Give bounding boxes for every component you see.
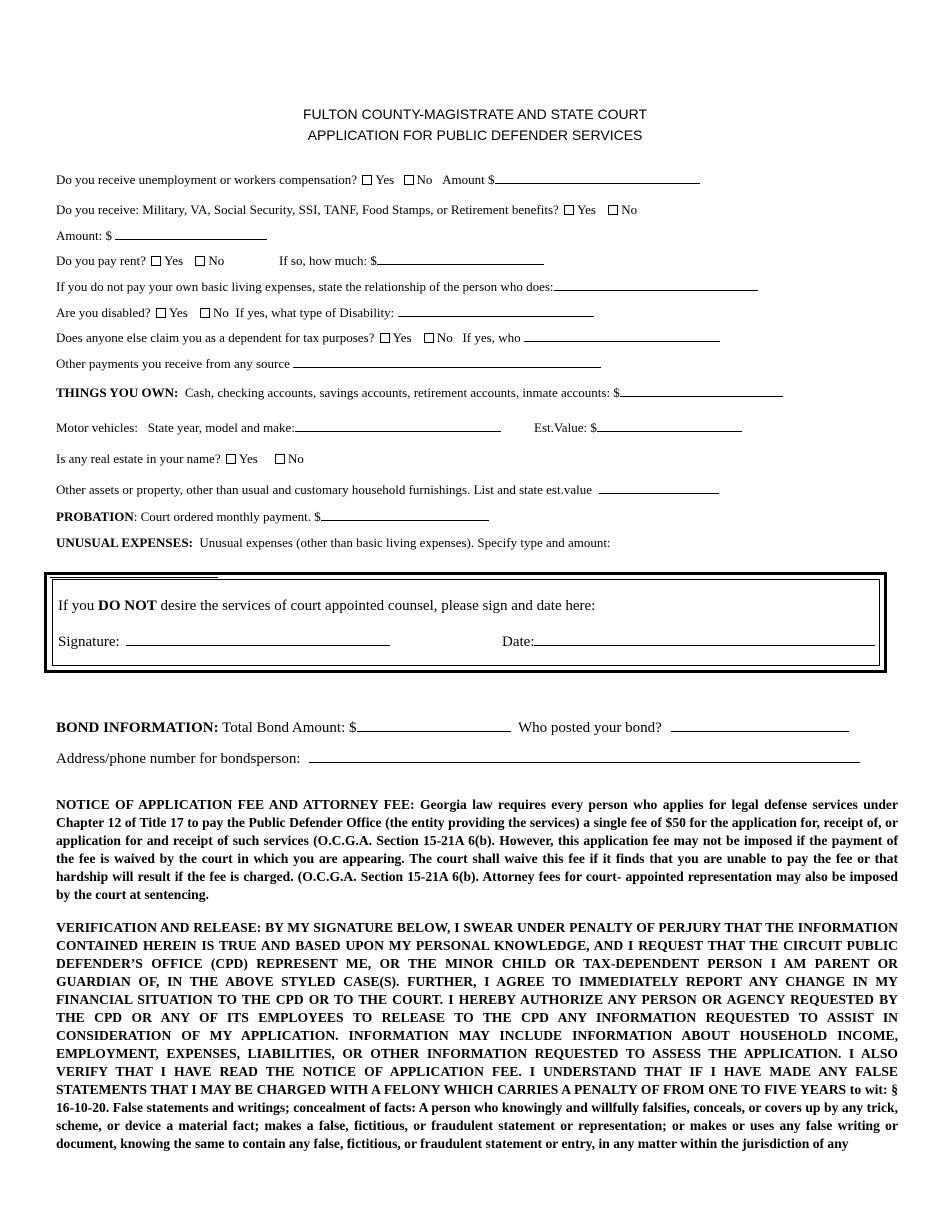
disabled-yes-checkbox[interactable] [156,308,166,318]
amount-label: Amount: $ [56,228,112,243]
date-field[interactable] [534,634,875,646]
dependent-who-field[interactable] [524,330,720,342]
who-posted-field[interactable] [671,720,849,732]
date-label: Date: [502,634,535,650]
yes-label: Yes [238,451,258,466]
rent-amount-field[interactable] [377,253,544,265]
other-payments-question: Other payments you receive from any source [56,356,290,371]
other-assets-field[interactable] [599,482,719,494]
no-label: No [436,330,453,345]
amount-label: Amount $ [442,172,495,187]
row-disabled [56,305,594,321]
no-label: No [416,172,433,187]
dependent-no-checkbox[interactable] [424,333,434,343]
row-living-expenses [56,279,758,295]
real-estate-question: Is any real estate in your name? [56,451,221,466]
dependent-who-label: If yes, who [462,330,521,345]
row-unemployment [56,172,700,188]
rent-question: Do you pay rent? [56,253,146,268]
rent-yes-checkbox[interactable] [151,256,161,266]
disability-type-field[interactable] [398,305,594,317]
motor-vehicles-label: Motor vehicles: [56,420,138,435]
benefits-yes-checkbox[interactable] [564,205,574,215]
date-row [502,634,875,651]
probation-amount-field[interactable] [321,509,489,521]
real-estate-no-checkbox[interactable] [275,454,285,464]
unusual-expenses-text: Unusual expenses (other than basic living expenses). Specify type and amount: [199,535,611,550]
signature-label: Signature: [58,634,120,650]
dependent-question: Does anyone else claim you as a dependent for tax purposes? [56,330,375,345]
disability-type-label: If yes, what type of Disability: [235,305,395,320]
bond-total-label: Total Bond Amount: $ [222,720,357,736]
signature-field[interactable] [126,634,390,646]
disabled-question: Are you disabled? [56,305,151,320]
row-probation [56,509,489,525]
waiver-box [44,572,887,673]
disabled-no-checkbox[interactable] [200,308,210,318]
row-real-estate [56,451,304,467]
verification-paragraph: VERIFICATION AND RELEASE: BY MY SIGNATURE BELOW, I SWEAR UNDER PENALTY OF PERJURY THAT THE INFORMATION CONTAINED HEREIN IS TRUE AND BASED UPON MY PERSONAL KNOWLEDGE, AND I REQUEST THAT THE CIRCUIT PUBLIC DEFENDER’S OFFICE (CPD) REPRESENT ME, OR THE MINOR CHILD OR TAX-DEPENDENT PERSON I AM PARENT OR GUARDIAN OF, IN THE ABOVE STYLED CASE(S). FURTHER, I AGREE TO IMMEDIATELY REPORT ANY CHANGE IN MY FINANCIAL SITUATION TO THE CPD OR TO THE COURT. I HEREBY AUTHORIZE ANY PERSON OR AGENCY REQUESTED BY THE CPD OR ANY OF ITS EMPLOYEES TO RELEASE TO THE CPD ANY INFORMATION REQUESTED TO ASSIST IN CONSIDERATION OF MY APPLICATION. INFORMATION MAY INCLUDE INFORMATION ABOUT HOUSEHOLD INCOME, EMPLOYMENT, EXPENSES, LIABILITIES, OR OTHER INFORMATION REQUESTED TO ASSESS THE APPLICATION. I ALSO VERIFY THAT I HAVE READ THE NOTICE OF APPLICATION FEE. I UNDERSTAND THAT IF I HAVE MADE ANY FALSE STATEMENTS THAT I MAY BE CHARGED WITH A FELONY WHICH CARRIES A PENALTY OF FROM ONE TO FIVE YEARS to wit: § 16-10-20. False statements and writings; concealment of facts: A person who knowingly and willfully falsifies, conceals, or covers up by any trick, scheme, or device a material fact; makes a false, fictitious, or fraudulent statement or representation; or makes or uses any false writing or document, knowing the same to contain any false, fictitious, or fraudulent statement or entry, in any matter within the jurisdiction of any [56,920,898,1151]
row-benefits-amount [56,228,267,244]
bond-row [56,720,849,737]
real-estate-yes-checkbox[interactable] [226,454,236,464]
yes-label: Yes [375,172,395,187]
benefits-amount-field[interactable] [115,228,267,240]
bond-amount-field[interactable] [357,720,511,732]
row-motor-vehicles [56,420,501,436]
probation-text: : Court ordered monthly payment. $ [133,509,321,524]
form-title-line2: APPLICATION FOR PUBLIC DEFENDER SERVICES [307,127,643,143]
no-label: No [621,202,638,217]
probation-heading: PROBATION [56,509,134,524]
no-label: No [213,305,229,320]
row-things-you-own [56,385,783,401]
vehicle-value-field[interactable] [597,420,742,432]
bond-heading: BOND INFORMATION: [56,720,219,736]
yes-label: Yes [164,253,184,268]
unemployment-no-checkbox[interactable] [404,175,414,185]
yes-label: Yes [577,202,596,217]
rent-amount-label: If so, how much: $ [279,253,377,268]
unemployment-yes-checkbox[interactable] [362,175,372,185]
row-other-payments [56,356,601,372]
unemployment-amount-field[interactable] [495,172,700,184]
things-you-own-heading: THINGS YOU OWN: [56,385,179,400]
row-rent [56,253,224,269]
no-label: No [288,451,304,466]
no-label: No [208,253,225,268]
benefits-question: Do you receive: Military, VA, Social Security, SSI, TANF, Food Stamps, or Retirement benefits? [56,202,559,217]
other-payments-field[interactable] [293,356,601,368]
yes-label: Yes [168,305,188,320]
notice-paragraph: NOTICE OF APPLICATION FEE AND ATTORNEY FEE: Georgia law requires every person who applies for legal defense services under Chapter 12 of Title 17 to pay the Public Defender Office (the entity providing the services) a single fee of $50 for the application for, receipt of, or application for and receipt of such services (O.C.G.A. Section 15-21A 6(b). However, this application fee may not be imposed if the payment of the fee is waived by the court in which you are appearing. The court shall waive this fee if it finds that you are unable to pay the fee or that hardship will result if the fee is charged. (O.C.G.A. Section 15-21A 6(b). Attorney fees for court- appointed representation may also be imposed by the court at sentencing. [56,797,898,902]
bondsperson-row [56,751,860,768]
accounts-amount-field[interactable] [620,385,783,397]
est-value-label: Est.Value: $ [534,420,597,435]
rent-no-checkbox[interactable] [195,256,205,266]
waiver-instructions [58,598,595,615]
form-title-line1: FULTON COUNTY-MAGISTRATE AND STATE COURT [302,106,648,122]
unemployment-question: Do you receive unemployment or workers compensation? [56,172,358,187]
row-other-assets [56,482,719,498]
waiver-suffix: desire the services of court appointed counsel, please sign and date here: [156,598,596,614]
other-assets-question: Other assets or property, other than usual and customary household furnishings. List and state est.value [56,482,593,497]
waiver-box-inner [52,579,880,666]
yes-label: Yes [392,330,412,345]
living-expenses-field[interactable] [554,279,758,291]
signature-row [58,634,390,651]
waiver-prefix: If you [58,598,98,614]
rent-amount [279,253,544,269]
row-unusual-expenses [56,535,611,551]
who-posted-label: Who posted your bond? [518,720,662,736]
bondsperson-address-label: Address/phone number for bondsperson: [56,751,301,767]
row-benefits [56,202,637,218]
vehicle-description-field[interactable] [295,420,501,432]
row-dependent [56,330,720,346]
dependent-yes-checkbox[interactable] [380,333,390,343]
things-you-own-text: Cash, checking accounts, savings accounts, retirement accounts, inmate accounts: $ [184,385,620,400]
vehicle-est-value [534,420,742,436]
living-expenses-question: If you do not pay your own basic living expenses, state the relationship of the person who does: [56,279,554,294]
waiver-emphasis: DO NOT [98,598,157,614]
bondsperson-address-field[interactable] [309,751,860,763]
motor-vehicles-text: State year, model and make: [147,420,295,435]
benefits-no-checkbox[interactable] [608,205,618,215]
unusual-expenses-heading: UNUSUAL EXPENSES: [56,535,193,550]
